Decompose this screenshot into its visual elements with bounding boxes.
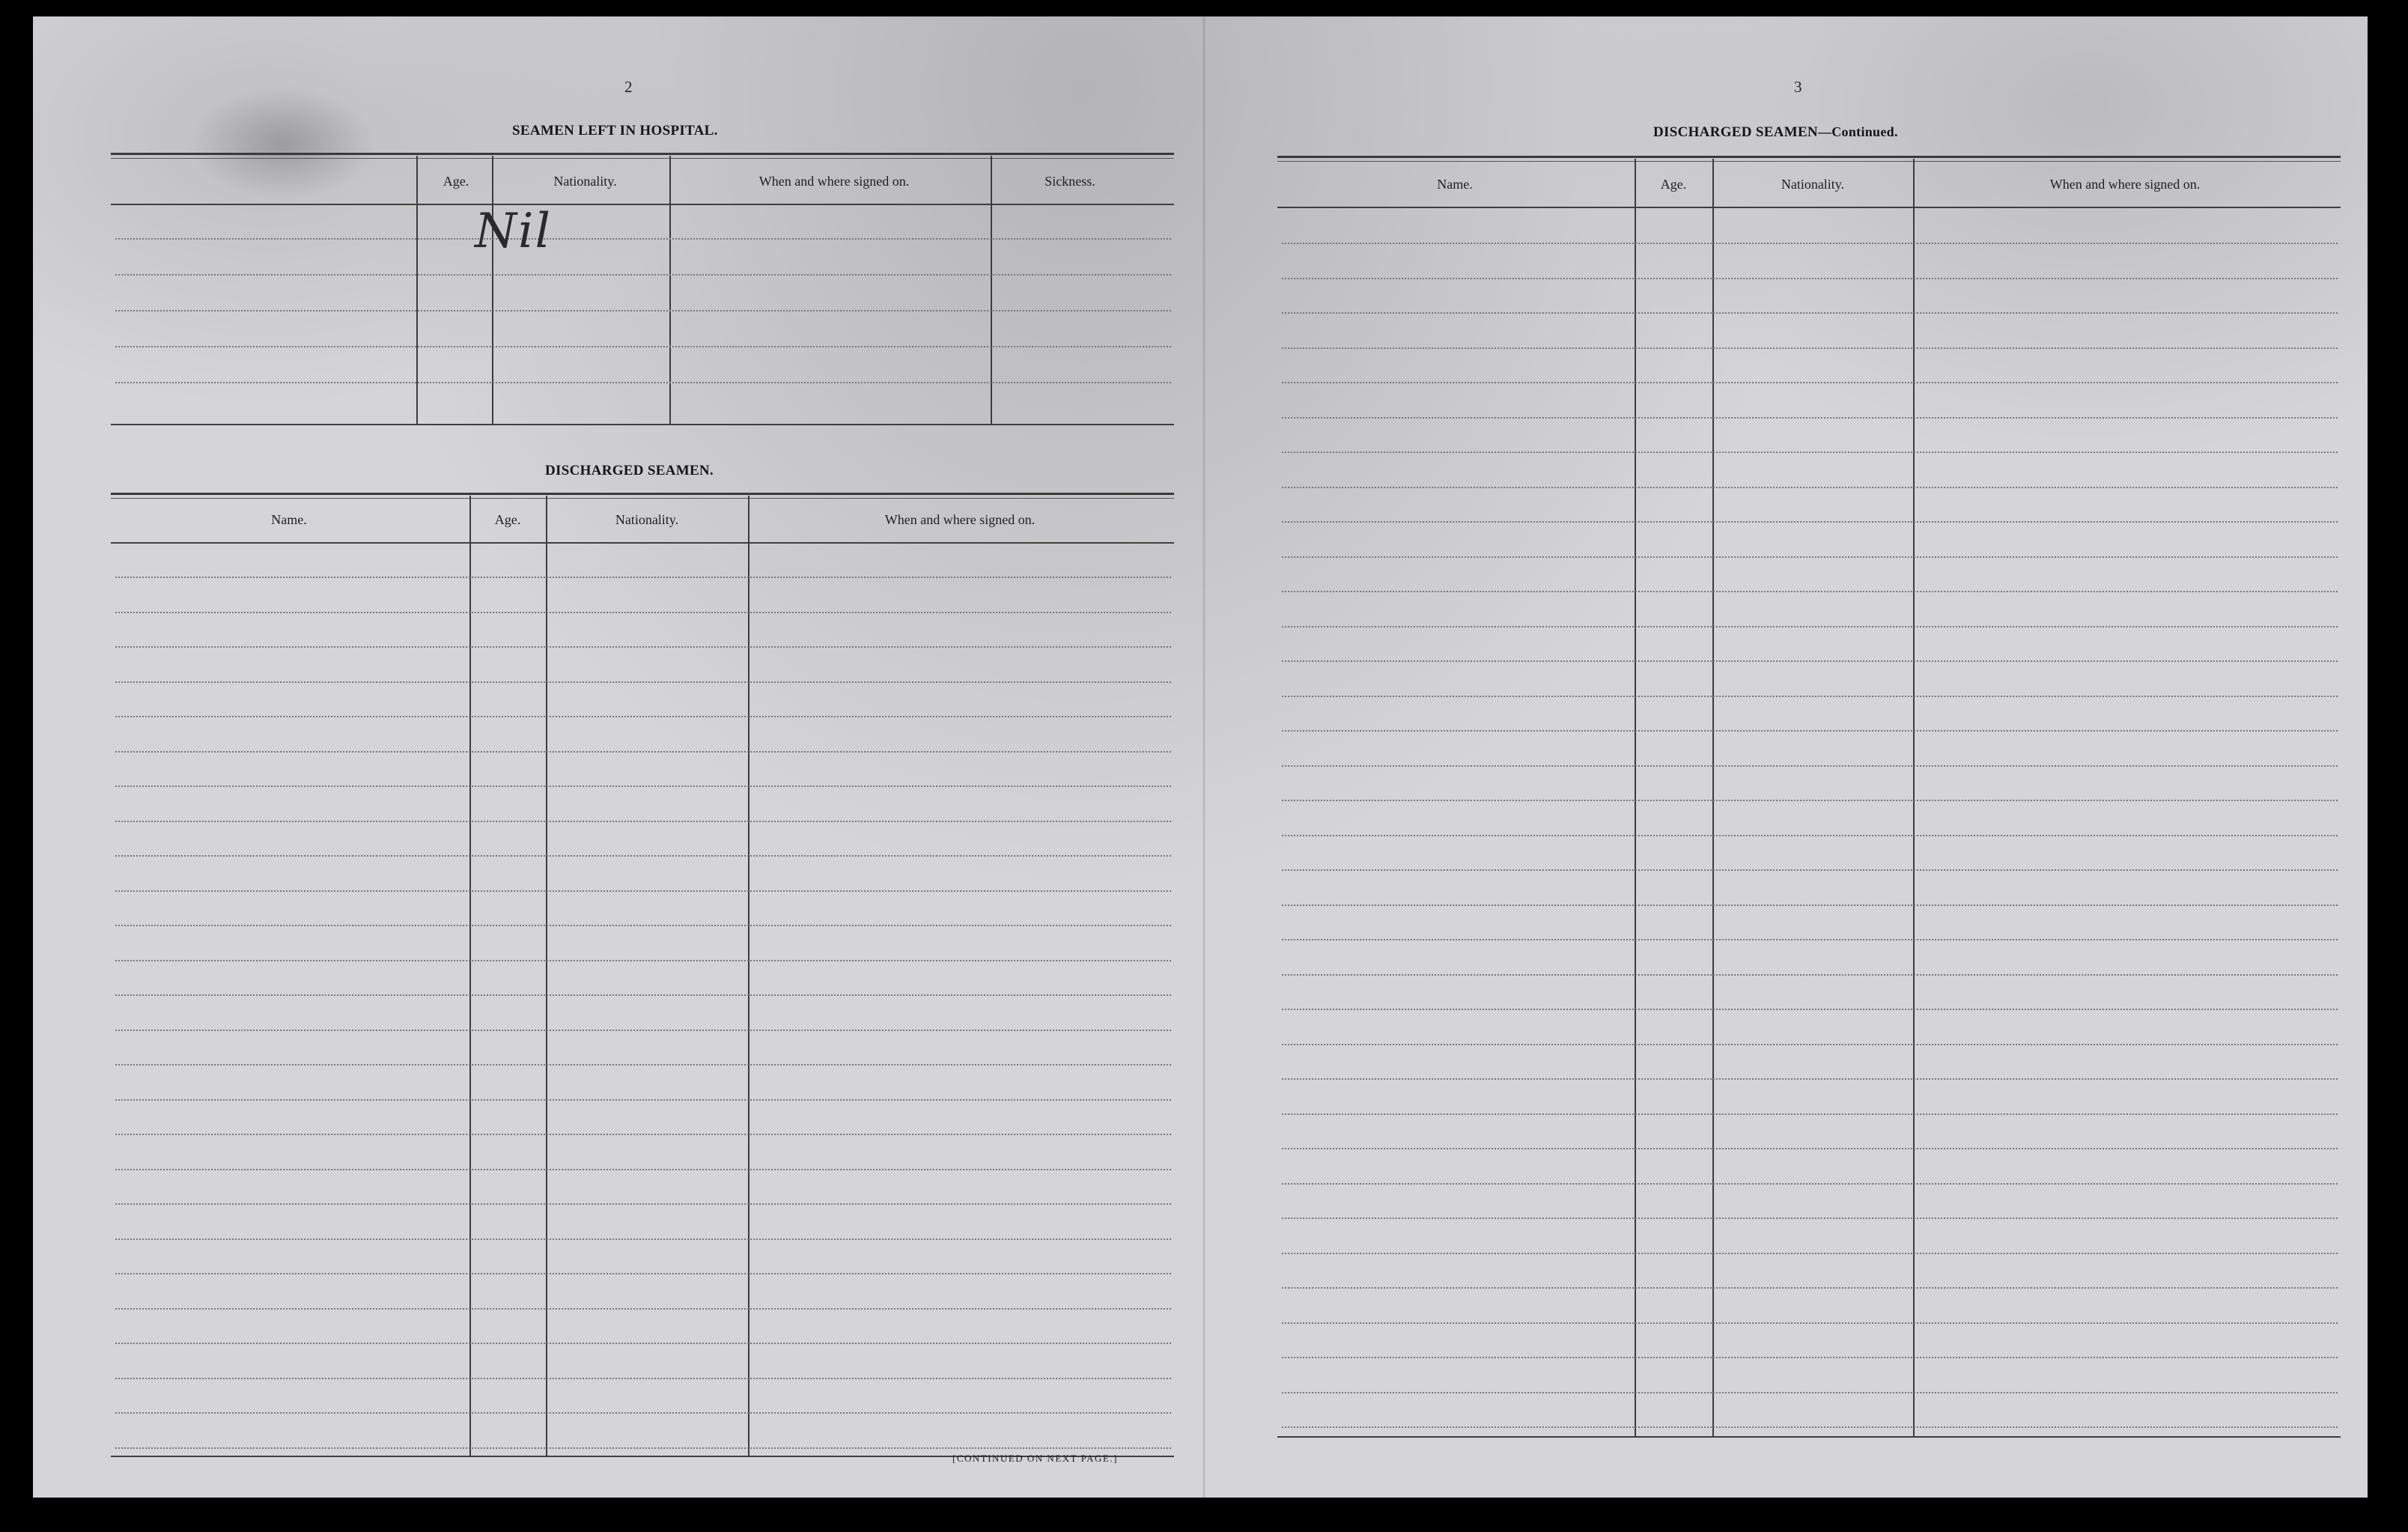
ruled-row — [1282, 521, 2338, 523]
right-vrule — [1913, 159, 1915, 1436]
hospital-header-rule — [111, 204, 1174, 205]
ruled-row — [115, 925, 1171, 926]
discharged-continued-title-main: DISCHARGED SEAMEN — [1653, 124, 1818, 140]
ruled-row — [1282, 452, 2338, 453]
ruled-row — [1282, 765, 2338, 767]
continued-note: [CONTINUED ON NEXT PAGE.] — [952, 1453, 1118, 1464]
right-col-name: Name. — [1437, 177, 1473, 192]
ruled-row — [1282, 487, 2338, 488]
ruled-row — [115, 785, 1171, 787]
ruled-row — [1282, 243, 2338, 244]
hospital-top-rule — [111, 153, 1174, 159]
left-page-number: 2 — [624, 78, 633, 96]
right-col-nationality: Nationality. — [1781, 177, 1845, 192]
discharged-continued-title — [1653, 124, 1898, 141]
ruled-row — [115, 751, 1171, 753]
ledger-sheet — [33, 16, 2368, 1498]
ruled-row — [115, 1169, 1171, 1170]
ruled-row — [115, 1099, 1171, 1101]
right-header-rule — [1277, 207, 2341, 208]
handwritten-nil: Nil — [475, 204, 552, 259]
ruled-row — [115, 1064, 1171, 1066]
ruled-row — [1282, 1357, 2338, 1358]
ruled-row — [115, 821, 1171, 822]
hospital-col-signed-on: When and where signed on. — [758, 174, 910, 189]
ruled-row — [1282, 660, 2338, 662]
ruled-row — [1282, 417, 2338, 419]
ruled-row — [115, 1273, 1171, 1274]
hospital-vrule — [991, 156, 992, 424]
ruled-row — [1282, 626, 2338, 627]
discharged-col-name: Name. — [271, 512, 307, 527]
hospital-vrule — [669, 156, 671, 424]
ruled-row — [1282, 905, 2338, 906]
ruled-row — [1282, 347, 2338, 349]
ruled-row — [1282, 1322, 2338, 1324]
hospital-bottom-rule — [111, 424, 1174, 425]
ruled-row — [115, 681, 1171, 683]
ruled-row — [1282, 556, 2338, 558]
ruled-row — [1282, 1113, 2338, 1115]
right-vrule — [1635, 159, 1636, 1436]
right-col-age: Age. — [1660, 177, 1687, 192]
center-fold — [1203, 16, 1205, 1498]
hospital-col-nationality: Nationality. — [553, 174, 617, 189]
ruled-row — [115, 577, 1171, 578]
ruled-row — [1282, 974, 2338, 976]
hospital-row — [115, 238, 1171, 240]
discharged-col-nationality: Nationality. — [615, 512, 679, 527]
ruled-row — [1282, 939, 2338, 940]
ruled-row — [1282, 1253, 2338, 1254]
ruled-row — [1282, 312, 2338, 314]
right-vrule — [1712, 159, 1714, 1436]
ruled-row — [115, 1030, 1171, 1031]
ruled-row — [1282, 278, 2338, 279]
ruled-row — [1282, 1287, 2338, 1289]
hospital-row — [115, 382, 1171, 383]
hospital-row — [115, 346, 1171, 347]
ruled-row — [115, 1308, 1171, 1310]
ruled-row — [1282, 591, 2338, 592]
ruled-row — [1282, 1426, 2338, 1428]
hospital-vrule — [416, 156, 418, 424]
hospital-col-sickness: Sickness. — [1045, 174, 1095, 189]
right-bottom-rule — [1277, 1436, 2341, 1438]
right-col-signed-on: When and where signed on. — [2049, 177, 2201, 192]
ruled-row — [1282, 800, 2338, 801]
ruled-row — [1282, 382, 2338, 383]
ruled-row — [115, 890, 1171, 892]
ruled-row — [1282, 1009, 2338, 1010]
ruled-row — [1282, 869, 2338, 871]
ruled-row — [115, 1203, 1171, 1205]
discharged-col-age: Age. — [494, 512, 521, 527]
discharged-vrule — [546, 496, 547, 1456]
ruled-row — [115, 1447, 1171, 1449]
ruled-row — [115, 716, 1171, 717]
discharged-header-rule — [111, 542, 1174, 544]
ruled-row — [115, 960, 1171, 961]
ruled-row — [115, 1412, 1171, 1414]
ruled-row — [1282, 1148, 2338, 1149]
ruled-row — [1282, 1218, 2338, 1219]
hospital-row — [115, 310, 1171, 311]
ruled-row — [1282, 1183, 2338, 1185]
hospital-vrule — [492, 156, 493, 424]
ruled-row — [115, 1378, 1171, 1379]
ruled-row — [115, 612, 1171, 613]
ruled-row — [1282, 835, 2338, 836]
right-top-rule — [1277, 156, 2341, 162]
faded-stamp — [190, 88, 377, 200]
ruled-row — [1282, 696, 2338, 697]
hospital-section-title: SEAMEN LEFT IN HOSPITAL. — [512, 123, 718, 139]
continued-suffix: —Continued. — [1817, 124, 1898, 139]
hospital-row — [115, 274, 1171, 276]
ruled-row — [1282, 1392, 2338, 1393]
ruled-row — [115, 1238, 1171, 1240]
ruled-row — [115, 1343, 1171, 1344]
discharged-vrule — [748, 496, 750, 1456]
discharged-vrule — [469, 496, 471, 1456]
ruled-row — [115, 855, 1171, 857]
hospital-col-age: Age. — [443, 174, 469, 189]
discharged-col-signed-on: When and where signed on. — [884, 512, 1036, 527]
ruled-row — [115, 1134, 1171, 1135]
discharged-top-rule — [111, 493, 1174, 499]
ruled-row — [115, 646, 1171, 648]
ruled-row — [1282, 730, 2338, 732]
ruled-row — [1282, 1044, 2338, 1045]
ruled-row — [1282, 1078, 2338, 1080]
discharged-section-title: DISCHARGED SEAMEN. — [545, 463, 714, 478]
right-page-number: 3 — [1794, 78, 1802, 96]
ruled-row — [115, 994, 1171, 996]
